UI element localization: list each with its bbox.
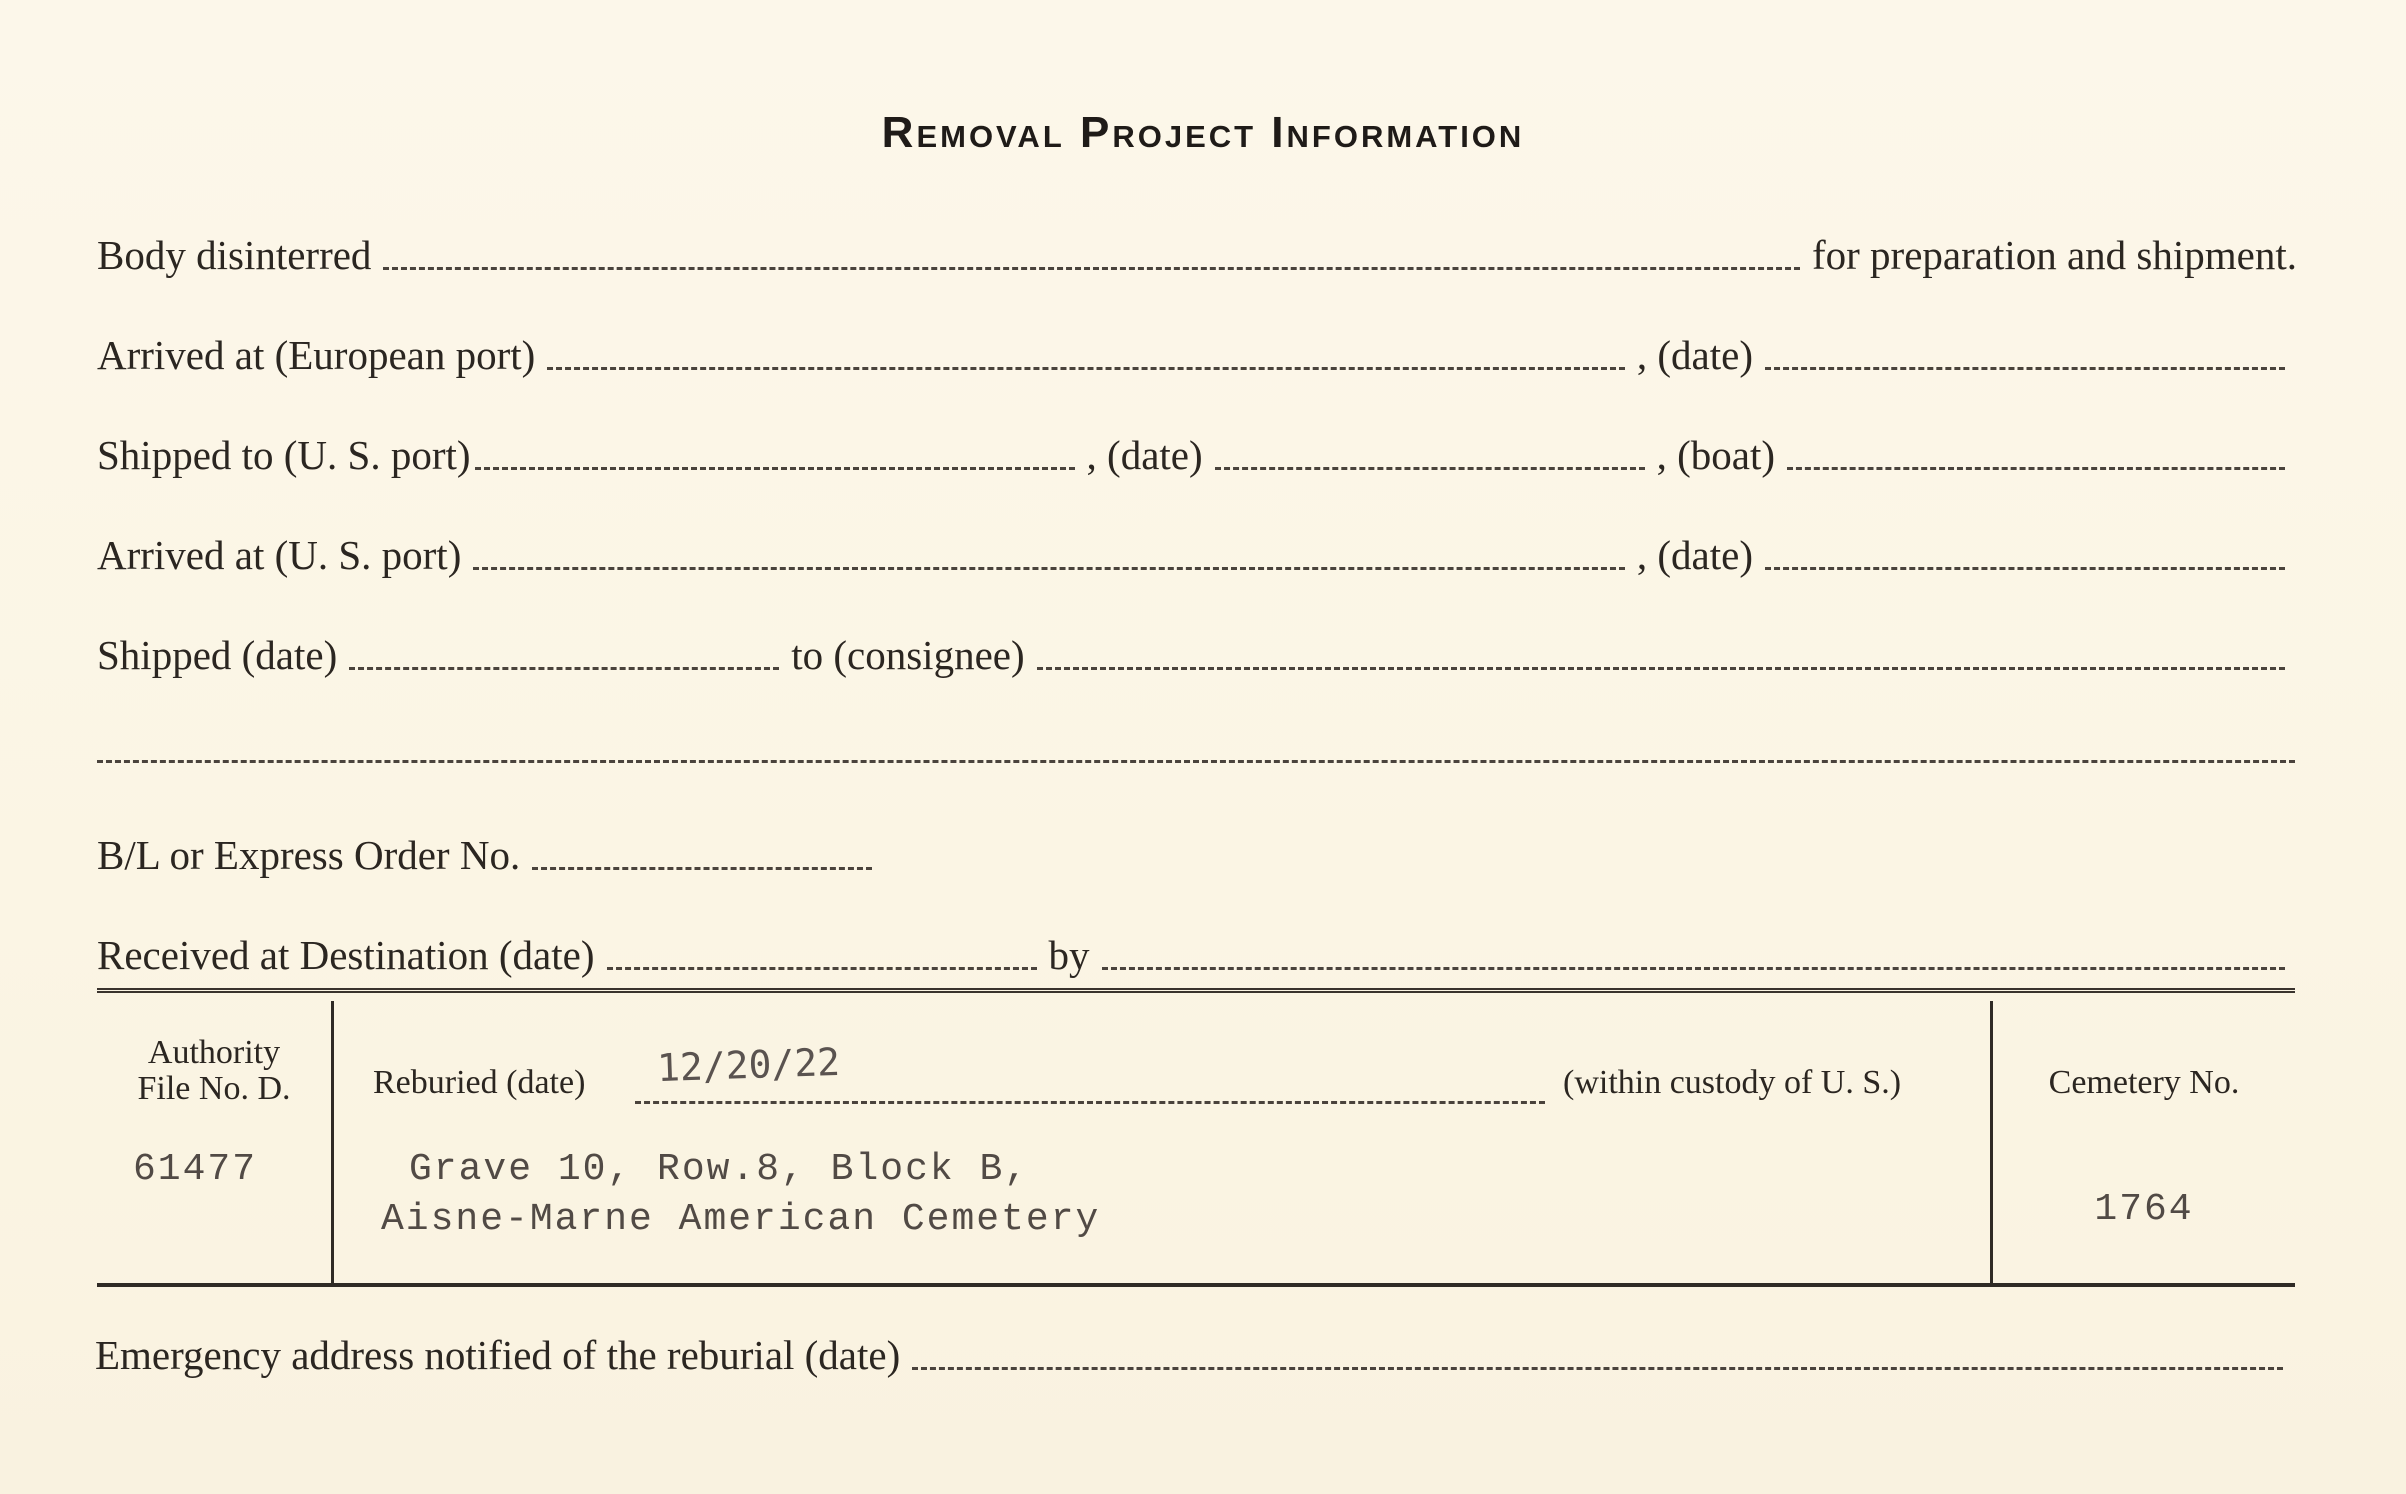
grave-location-line1: Grave 10, Row.8, Block B, — [409, 1148, 1030, 1191]
arrived-european-port-field[interactable] — [547, 366, 1625, 370]
consignee-continuation-field[interactable] — [97, 760, 2295, 763]
form-title: Removal Project Information — [881, 108, 1525, 157]
cemetery-number: 1764 — [2094, 1188, 2194, 1231]
cemetery-label: Cemetery No. — [2048, 1064, 2240, 1101]
shipped-us-boat-label: , (boat) — [1656, 432, 1776, 478]
arrived-us-date-field[interactable] — [1765, 566, 2285, 570]
received-date-field[interactable] — [607, 966, 1037, 970]
authority-label — [97, 1035, 331, 1106]
divider-left — [331, 1001, 334, 1283]
arrived-european-date-field[interactable] — [1765, 366, 2285, 370]
shipped-us-port-field[interactable] — [475, 466, 1075, 470]
authority-file-number: 61477 — [133, 1148, 258, 1191]
shipped-us-label: Shipped to (U. S. port) — [97, 432, 471, 478]
arrived-european-label: Arrived at (European port) — [97, 332, 536, 378]
emergency-date-field[interactable] — [912, 1366, 2283, 1370]
shipped-us-row — [97, 422, 2297, 482]
shipped-date-field[interactable] — [349, 666, 779, 670]
body-disinterred-suffix: for preparation and shipment. — [1811, 232, 2297, 278]
arrived-european-row — [97, 322, 2297, 382]
bl-order-label: B/L or Express Order No. — [97, 832, 521, 878]
arrived-us-port-field[interactable] — [473, 566, 1625, 570]
reburial-section — [97, 988, 2295, 1287]
body-disinterred-row — [97, 222, 2297, 282]
body-disinterred-label: Body disinterred — [97, 232, 372, 278]
shipped-date-row — [97, 622, 2297, 682]
authority-label-line1: Authority — [147, 1034, 281, 1071]
bl-order-field[interactable] — [532, 866, 872, 870]
consignee-field[interactable] — [1037, 666, 2285, 670]
consignee-label: to (consignee) — [791, 632, 1025, 678]
shipped-us-boat-field[interactable] — [1787, 466, 2285, 470]
received-row — [97, 922, 2297, 982]
shipped-date-label: Shipped (date) — [97, 632, 338, 678]
bl-order-row — [97, 822, 2297, 882]
shipped-us-date-field[interactable] — [1215, 466, 1645, 470]
authority-label-line2: File No. D. — [137, 1069, 291, 1107]
arrived-us-label: Arrived at (U. S. port) — [97, 532, 462, 578]
arrived-european-date-label: , (date) — [1636, 332, 1753, 378]
emergency-label: Emergency address notified of the reburial (date) — [95, 1332, 901, 1378]
grave-location-line2: Aisne-Marne American Cemetery — [381, 1198, 1101, 1241]
emergency-row — [95, 1322, 2295, 1382]
reburied-date-value: 12/20/22 — [656, 1039, 841, 1091]
reburied-date-field[interactable] — [635, 1101, 1545, 1104]
arrived-us-date-label: , (date) — [1636, 532, 1753, 578]
shipped-us-date-label: , (date) — [1086, 432, 1203, 478]
received-label: Received at Destination (date) — [97, 932, 595, 978]
arrived-us-row — [97, 522, 2297, 582]
divider-right — [1990, 1001, 1993, 1283]
received-by-field[interactable] — [1102, 966, 2286, 970]
custody-label: (within custody of U. S.) — [1563, 1064, 1902, 1101]
reburied-label: Reburied (date) — [373, 1064, 586, 1101]
received-by-label: by — [1048, 932, 1090, 978]
body-disinterred-field[interactable] — [383, 266, 1800, 270]
